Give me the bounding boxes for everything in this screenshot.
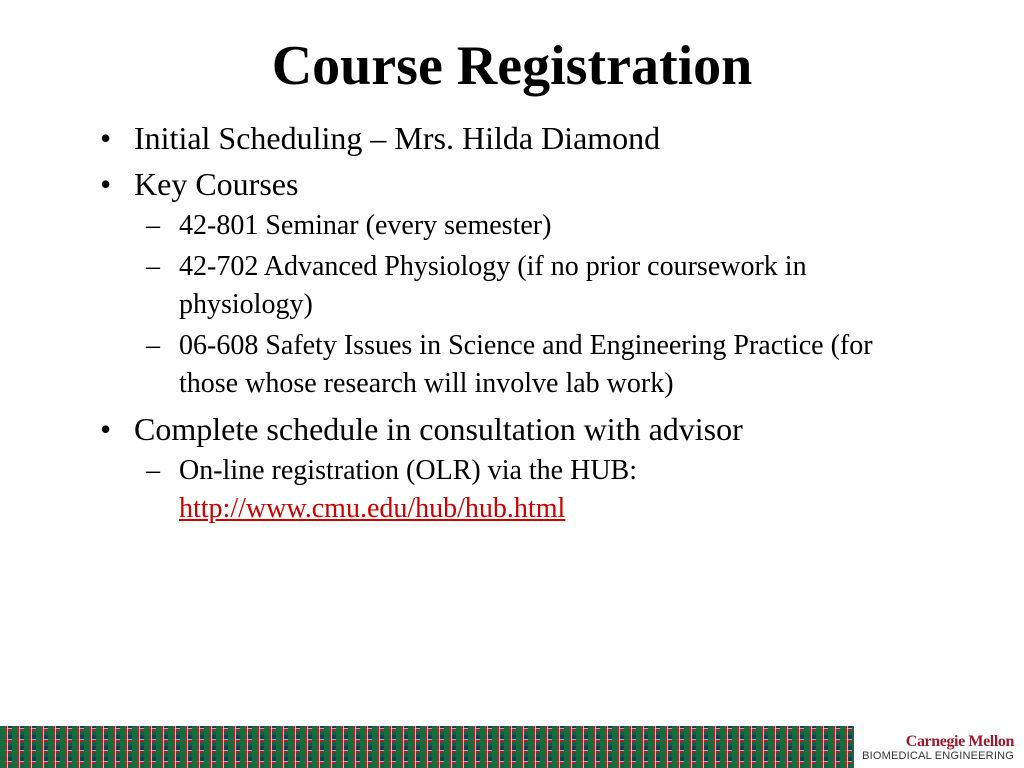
bullet-list <box>96 112 926 528</box>
sub-bullet-item <box>96 248 926 324</box>
sub-bullet-text: 06-608 Safety Issues in Science and Engineering Practice (for those whose research will involve lab work) <box>179 330 873 399</box>
bullet-text: Key Courses <box>134 166 299 202</box>
sub-bullet-text: 42-702 Advanced Physiology (if no prior coursework in physiology) <box>179 251 807 320</box>
cmu-bme-logo <box>862 733 1014 763</box>
sub-bullet-marker: – <box>146 330 160 361</box>
bullet-item <box>96 164 926 204</box>
sub-bullet-item <box>96 327 926 403</box>
bullet-item <box>96 118 926 158</box>
bullet-item <box>96 409 926 449</box>
sub-bullet-text: On-line registration (OLR) via the HUB: <box>179 455 638 486</box>
bullet-text: Complete schedule in consultation with advisor <box>134 411 743 447</box>
sub-bullet-item <box>96 207 926 245</box>
sub-bullet-marker: – <box>146 251 160 282</box>
bullet-text: Initial Scheduling – Mrs. Hilda Diamond <box>134 120 661 156</box>
bullet-marker: • <box>100 166 112 202</box>
bullet-marker: • <box>100 120 112 156</box>
logo-wordmark: Carnegie Mellon <box>905 733 1014 750</box>
tartan-footer-band <box>0 726 854 768</box>
sub-bullet-marker: – <box>146 455 160 486</box>
bullet-marker: • <box>100 411 112 447</box>
hub-link[interactable]: http://www.cmu.edu/hub/hub.html <box>179 493 566 524</box>
sub-bullet-marker: – <box>146 210 160 241</box>
sub-bullet-text: 42-801 Seminar (every semester) <box>179 210 552 241</box>
sub-bullet-item <box>96 452 926 528</box>
logo-department: BIOMEDICAL ENGINEERING <box>862 750 1014 762</box>
slide-title: Course Registration <box>271 35 753 97</box>
